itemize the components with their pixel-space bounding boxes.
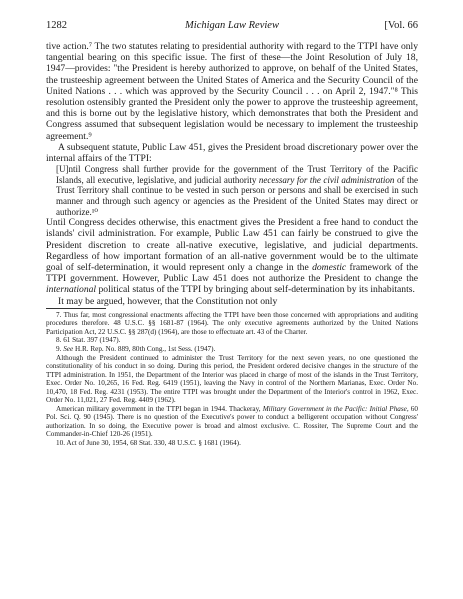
footnote-9-citation: H.R. Rep. No. 889, 80th Cong., 1st Sess. (1947). [73,345,216,354]
quote-text-a: [U]ntil Congress shall further provide for the government of the Trust Territory of the Pacific Islands, all executive, legislative, and judicial authority [56,164,418,185]
body-paragraph-4: It may be argued, however, that the Constitution not only [58,295,278,307]
footnote-9-paragraph-2: Although the President continued to administer the Trust Territory for the next seven years, no one questioned the constitutionality of his conduct in so doing. During this period, the President ordered decisive changes in the structure of the TTPI administration. In 1951, the Department of the Interior was placed in charge of most of the islands in the Trust Territory, Exec. Order No. 10,265, 16 Fed. Reg. 6419 (1951), leaving the Navy in control of the Northern Marianas, Exec. Order No. 10,470, 18 Fed. Reg. 4231 (1953). The entire TTPI was brought under the Department of the Interior's control in 1962, Exec. Order No. 11,021, 27 Fed. Reg. 4409 (1962). [46,353,418,405]
footnote-9 [46,345,418,354]
footnote-divider [46,308,106,309]
footnote-9-p3-text-b: , 60 Pol. Sci. Q. 90 (1945). There is no question of the Executive's power to conduct a belligerent occupation without Congress' authorization. In so doing, the Executive power is broad and almost exclusive. C. Rossiter, The Supreme Court and the Commander-in-Chief 120-26 (1951). [46,404,418,439]
footnote-9-number: 9. [56,345,64,354]
footnote-9-signal: See [63,345,74,354]
footnote-7: 7. Thus far, most congressional enactments affecting the TTPI have been those concerned with appropriations and auditing procedures therefore. 48 U.S.C. §§ 1681-87 (1964). The only executive agreements authorized by the United Nations Participation Act, 22 U.S.C. §§ 287(d) (1964), are those to effectuate art. 43 of the Charter. [46,310,418,336]
footnote-10: 10. Act of June 30, 1954, 68 Stat. 330, 48 U.S.C. § 1681 (1964). [56,439,241,448]
quote-text-b: of the Trust Territory shall continue to be vested in such person or persons and shall be exercised in such manner and through such agency or agencies as the President of the United States may direct or authorize.¹⁰ [56,174,418,217]
body-paragraph-1: tive action.⁷ The two statutes relating to presidential authority with regard to the TTPI have only tangential bearing on this specific issue. The first of these—the Joint Resolution of July 18, 1947—provides: "the President is hereby authorized to approve, on behalf of the United States, the trusteeship agreement between the United States of America and the Security Council of the United Nations . . . which was approved by the Security Council . . . on April 2, 1947."⁸ This resolution ostensibly granted the President only the power to approve the trusteeship agreement, and this is borne out by the legislative history, which demonstrates that both the President and Congress assumed that subsequent legislation would be necessary to implement the trusteeship agreement.⁹ [46,41,418,142]
body-paragraph-3 [46,217,418,295]
body-paragraph-2: A subsequent statute, Public Law 451, gives the President broad discretionary power over the internal affairs of the TTPI: [46,141,418,165]
footnote-9-paragraph-3 [46,405,418,439]
running-header [46,19,418,33]
block-quote [56,164,418,217]
footnotes [46,311,418,448]
p3-text-a: Until Congress decides otherwise, this enactment gives the President a free hand to conduct the islands' civil administration. For example, Public Law 451 can fairly be construed to give the President discretion to create all-native executive, legislative, and judicial departments. Regardless of how important formation of an all-native government would be to the ultimate goal of self-determination, it would represent only a change in the [46,217,418,274]
page-number: 1282 [46,20,67,31]
p3-text-c: political status of the TTPI by bringing about self-determination by its inhabitants. [96,284,415,296]
footnote-9-p3-text-a: American military government in the TTPI began in 1944. Thackeray, [56,404,263,413]
main-text [46,41,418,448]
p3-emphasis-international: international [46,284,97,296]
journal-title: Michigan Law Review [185,20,279,31]
footnote-9-p3-title: Military Government in the Pacific: Initial Phase [262,404,407,413]
p3-emphasis-domestic: domestic [312,262,347,274]
quote-emphasis: necessary for the civil administration [258,174,395,185]
p3-text-b: framework of the TTPI government. However, Public Law 451 does not authorize the President to change the [46,262,418,285]
volume-label: [Vol. 66 [384,20,418,31]
footnote-8: 8. 61 Stat. 397 (1947). [56,336,121,345]
